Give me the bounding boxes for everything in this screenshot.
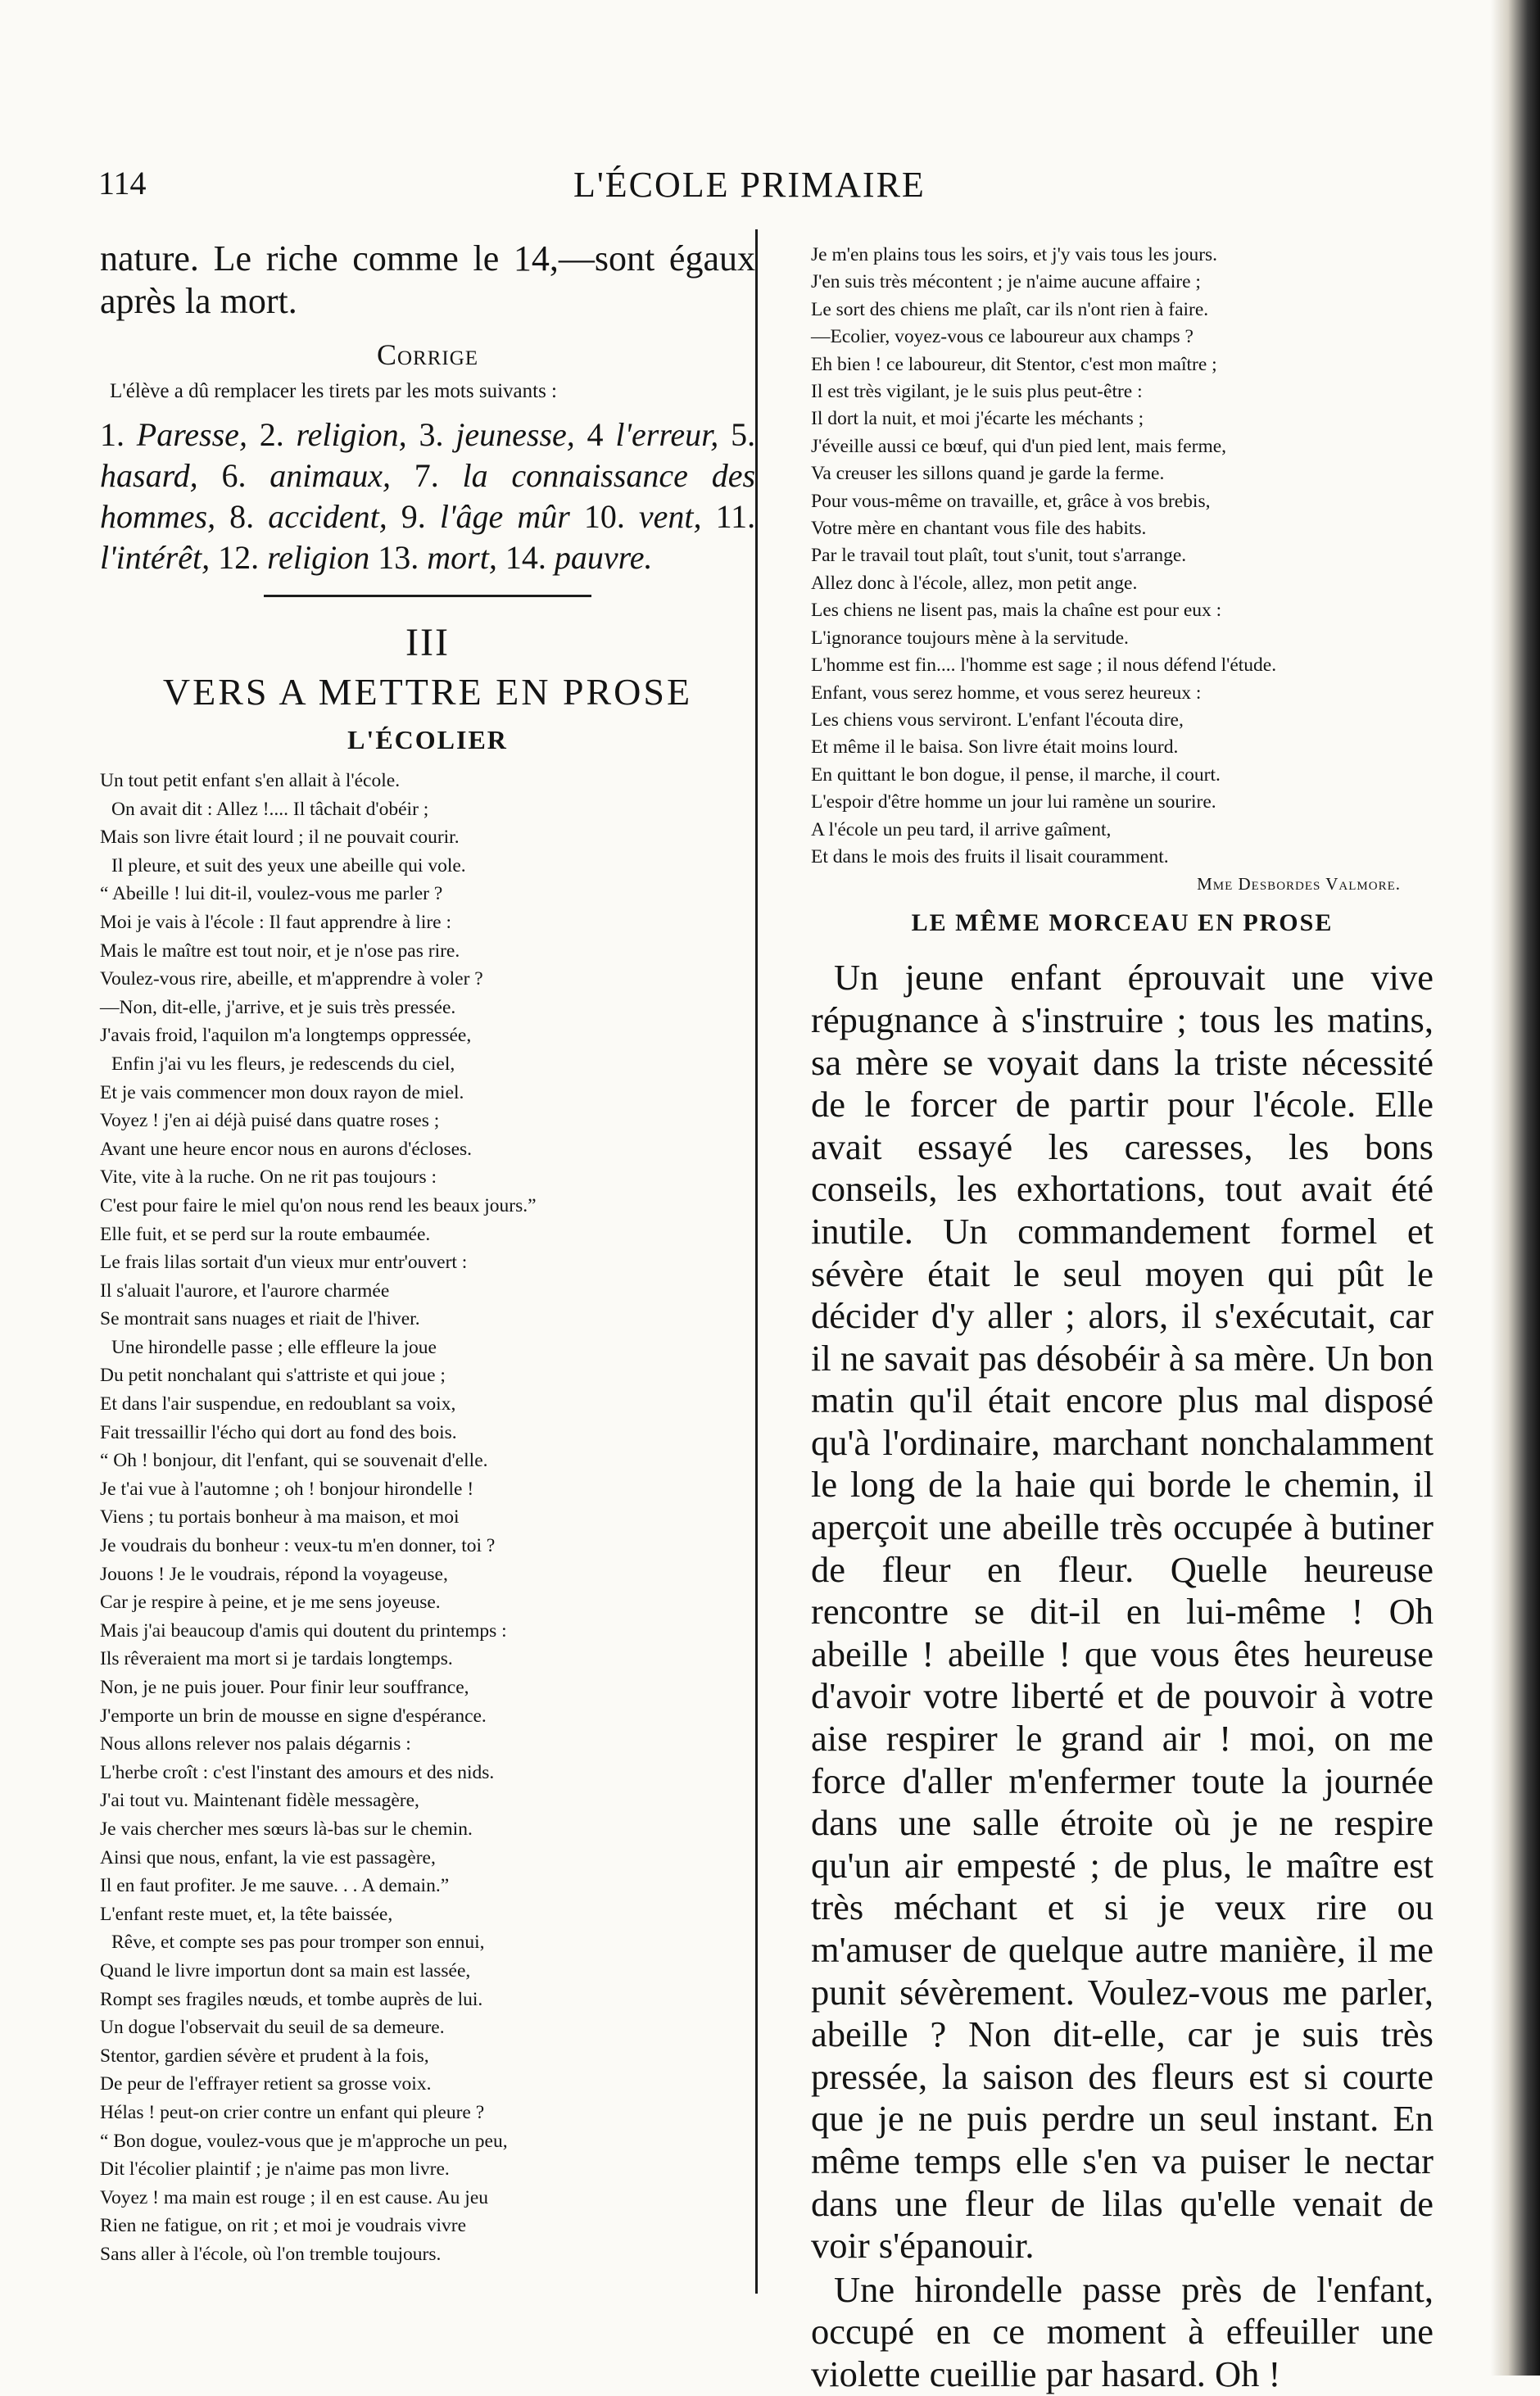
verse-line: Un tout petit enfant s'en allait à l'école. [100,770,401,791]
verse-line: L'espoir d'être homme un jour lui ramène un sourire. [811,791,1216,813]
verse-line: L'enfant reste muet, et, la tête baissée, [100,1903,393,1925]
verse-line: Va creuser les sillons quand je garde la ferme. [811,463,1165,485]
answer-word: religion [267,539,370,576]
answer-word: hasard, [100,457,198,494]
verse-line: Stentor, gardien sévère et prudent à la fois, [100,2045,429,2067]
verse-line: J'avais froid, l'aquilon m'a longtemps oppressée, [100,1025,472,1047]
page-header [98,164,958,213]
corrige-answers [100,414,755,578]
verse-line: Mais j'ai beaucoup d'amis qui doutent du printemps : [100,1619,507,1642]
answer-word: religion, [296,416,407,453]
verse-line: Le sort des chiens me plaît, car ils n'ont rien à faire. [811,298,1209,320]
verse-line: Allez donc à l'école, allez, mon petit ange. [811,572,1138,594]
column-divider [755,229,758,2294]
answer-number: 11. [715,498,756,535]
verse-line: Jouons ! Je le voudrais, répond la voyageuse, [100,1563,448,1585]
poem-verses-continued [811,242,1434,871]
prose-title: LE MÊME MORCEAU EN PROSE [911,909,1334,937]
verse-line: Et dans le mois des fruits il lisait couramment. [811,845,1169,867]
verse-line: J'éveille aussi ce bœuf, qui d'un pied lent, mais ferme, [811,435,1227,457]
answer-word: jeunesse, [455,416,575,453]
answer-word: vent, [638,498,702,535]
answer-number: 7. [414,457,439,494]
answer-word: l'âge mûr [439,498,570,535]
answer-word: la connaissance des hommes, [100,457,756,535]
verse-line: Vite, vite à la ruche. On ne rit pas toujours : [100,1166,437,1189]
verse-line: Le frais lilas sortait d'un vieux mur entr'ouvert : [100,1252,468,1274]
verse-line: Viens ; tu portais bonheur à ma maison, et moi [100,1506,460,1529]
verse-line: Je voudrais du bonheur : veux-tu m'en donner, toi ? [100,1535,496,1557]
verse-line: Et je vais commencer mon doux rayon de miel. [100,1081,464,1103]
verse-line: On avait dit : Allez !.... Il tâchait d'obéir ; [111,798,429,820]
verse-line: Elle fuit, et se perd sur la route embaumée. [100,1223,431,1245]
right-column [811,242,1434,2396]
verse-line: Rien ne fatigue, on rit ; et moi je voudrais vivre [100,2215,467,2237]
section-separator [264,595,591,597]
verse-line: Et dans l'air suspendue, en redoublant sa voix, [100,1393,456,1415]
answer-number: 13. [378,539,419,576]
verse-line: J'en suis très mécontent ; je n'aime aucune affaire ; [811,271,1201,293]
verse-line: Pour vous-même on travaille, et, grâce à vos brebis, [811,490,1211,512]
verse-line: Voulez-vous rire, abeille, et m'apprendre à voler ? [100,968,483,990]
verse-line: Il s'aluait l'aurore, et l'aurore charmée [100,1280,390,1302]
verse-line: Rompt ses fragiles nœuds, et tombe auprès de lui. [100,1988,483,2010]
verse-line: Enfin j'ai vu les fleurs, je redescends du ciel, [111,1053,455,1075]
verse-line: Ainsi que nous, enfant, la vie est passagère, [100,1846,436,1868]
page-binding-edge [1491,0,1540,2376]
poem-author: Mme Desbordes Valmore. [1197,874,1401,895]
verse-line: Les chiens ne lisent pas, mais la chaîne est pour eux : [811,600,1222,622]
page-number: 114 [98,165,147,202]
verse-line: Avant une heure encor nous en aurons d'écloses. [100,1138,473,1160]
verse-line: Il en faut profiter. Je me sauve. . . A demain.” [100,1875,450,1897]
poem-title: L'ÉCOLIER [347,725,508,754]
answer-word: mort, [427,539,497,576]
verse-line: —Non, dit-elle, j'arrive, et je suis très pressée. [100,996,456,1018]
verse-line: Je vais chercher mes sœurs là-bas sur le chemin. [100,1818,473,1840]
verse-line: Car je respire à peine, et je me sens joyeuse. [100,1592,441,1614]
answer-word: l'intérêt, [100,539,211,576]
verse-line: J'ai tout vu. Maintenant fidèle messagère, [100,1790,419,1812]
verse-line: Je t'ai vue à l'automne ; oh ! bonjour hirondelle ! [100,1478,474,1500]
verse-line: Les chiens vous serviront. L'enfant l'écouta dire, [811,709,1184,731]
verse-line: Moi je vais à l'école : Il faut apprendre à lire : [100,911,452,933]
verse-line: Votre mère en chantant vous file des habits. [811,518,1147,540]
prose-paragraph: Une hirondelle passe près de l'enfant, occupé en ce moment à effeuiller une violette cueillie par hasard. Oh ! [811,2268,1434,2394]
verse-line: Et même il le baisa. Son livre était moins lourd. [811,736,1179,759]
verse-line: Enfant, vous serez homme, et vous serez heureux : [811,682,1202,704]
answer-number: 5. [731,416,756,453]
verse-line: “ Bon dogue, voulez-vous que je m'approche un peu, [100,2130,508,2152]
verse-line: Non, je ne puis jouer. Pour finir leur souffrance, [100,1677,469,1698]
section-number: III [405,621,450,664]
verse-line: A l'école un peu tard, il arrive gaîment, [811,818,1112,840]
verse-line: L'ignorance toujours mène à la servitude. [811,627,1129,649]
lead-text: nature. Le riche comme le 14,—sont égaux après la mort. [100,238,755,321]
answer-word: animaux, [270,457,391,494]
verse-line: Ils rêveraient ma mort si je tardais longtemps. [100,1648,453,1670]
answer-number: 4 [587,416,604,453]
verse-line: L'homme est fin.... l'homme est sage ; il nous défend l'étude. [811,654,1277,677]
answer-number: 14. [505,539,546,576]
answer-number: 8. [229,498,255,535]
answer-number: 2. [259,416,284,453]
answer-word: accident, [268,498,387,535]
verse-line: Un dogue l'observait du seuil de sa demeure. [100,2017,445,2039]
verse-line: Il dort la nuit, et moi j'écarte les méchants ; [811,408,1144,430]
answer-number: 9. [401,498,426,535]
verse-line: Sans aller à l'école, où l'on tremble toujours. [100,2243,442,2265]
poem-verses [100,767,755,2268]
answer-word: l'erreur, [615,416,719,453]
verse-line: Mais le maître est tout noir, et je n'ose pas rire. [100,940,460,962]
verse-line: C'est pour faire le miel qu'on nous rend les beaux jours.” [100,1194,537,1216]
verse-line: “ Abeille ! lui dit-il, voulez-vous me parler ? [100,883,443,905]
verse-line: Nous allons relever nos palais dégarnis : [100,1733,411,1755]
verse-line: Une hirondelle passe ; elle effleure la joue [111,1336,437,1358]
verse-line: Il pleure, et suit des yeux une abeille qui vole. [111,854,466,876]
answer-number: 3. [419,416,444,453]
verse-line: Hélas ! peut-on crier contre un enfant qui pleure ? [100,2101,485,2123]
verse-line: “ Oh ! bonjour, dit l'enfant, qui se souvenait d'elle. [100,1450,488,1472]
answer-number: 6. [221,457,247,494]
verse-line: Voyez ! j'en ai déjà puisé dans quatre roses ; [100,1110,440,1132]
prose-paragraph: Un jeune enfant éprouvait une vive répugnance à s'instruire ; tous les matins, sa mère se voyait dans la triste nécessité de le forcer de partir pour l'école. Elle avait essayé les caresses, les bons conseils, les exhortations, tout avait été inutile. Un commandement formel et sévère était le seul moyen qui pût le décider d'y aller ; alors, il s'exécutait, car il ne savait pas désobéir à sa mère. Un bon matin qu'il était encore plus mal disposé qu'à l'ordinaire, marchant nonchalamment le long de la haie qui borde le chemin, il aperçoit une abeille très occupée à butiner de fleur en fleur. Quelle heureuse rencontre se dit-il en lui-même ! Oh abeille ! abeille ! que vous êtes heureuse d'avoir votre liberté et de pouvoir à votre aise respirer le grand air ! moi, on me force d'aller m'enfermer toute la journée dans une salle étroite où je ne respire qu'un air empesté ; de plus, le maître est très méchant et si je veux rire ou m'amuser de quelque autre manière, il me punit sévèrement. Voulez-vous me parler, abeille ? Non dit-elle, car je suis très pressée, la saison des fleurs est si courte que je ne puis perdre un seul instant. En même temps elle s'en va puiser le nectar dans une fleur de lilas qu'elle venait de voir s'épanouir. [811,957,1434,2267]
answer-word: Paresse, [136,416,247,453]
answer-number: 1. [100,416,125,453]
verse-line: —Ecolier, voyez-vous ce laboureur aux champs ? [811,326,1194,348]
answer-number: 10. [583,498,625,535]
left-column [100,238,755,2268]
verse-line: L'herbe croît : c'est l'instant des amours et des nids. [100,1761,495,1783]
verse-line: En quittant le bon dogue, il pense, il marche, il court. [811,763,1221,786]
verse-line: Mais son livre était lourd ; il ne pouvait courir. [100,827,460,849]
answer-word: pauvre. [554,539,653,576]
answer-number: 12. [218,539,260,576]
verse-line: Se montrait sans nuages et riait de l'hiver. [100,1308,420,1330]
verse-line: Je m'en plains tous les soirs, et j'y vais tous les jours. [811,244,1218,265]
verse-line: De peur de l'effrayer retient sa grosse voix. [100,2073,432,2095]
section-title: VERS A METTRE EN PROSE [162,671,693,713]
verse-line: Par le travail tout plaît, tout s'unit, tout s'arrange. [811,545,1187,567]
verse-line: Dit l'écolier plaintif ; je n'aime pas mon livre. [100,2158,450,2181]
corrige-heading: Corrige [376,338,479,371]
verse-line: Du petit nonchalant qui s'attriste et qui joue ; [100,1365,446,1387]
corrige-note: L'élève a dû remplacer les tirets par les mots suivants : [110,380,557,402]
verse-line: Eh bien ! ce laboureur, dit Stentor, c'est mon maître ; [811,353,1217,375]
verse-line: Rêve, et compte ses pas pour tromper son ennui, [111,1932,485,1954]
verse-line: Voyez ! ma main est rouge ; il en est cause. Au jeu [100,2186,489,2208]
verse-line: Fait tressaillir l'écho qui dort au fond des bois. [100,1421,457,1443]
running-title: L'ÉCOLE PRIMAIRE [573,165,926,205]
verse-line: J'emporte un brin de mousse en signe d'espérance. [100,1705,487,1727]
verse-line: Quand le livre importun dont sa main est lassée, [100,1959,471,1982]
verse-line: Il est très vigilant, je le suis plus peut-être : [811,381,1143,403]
